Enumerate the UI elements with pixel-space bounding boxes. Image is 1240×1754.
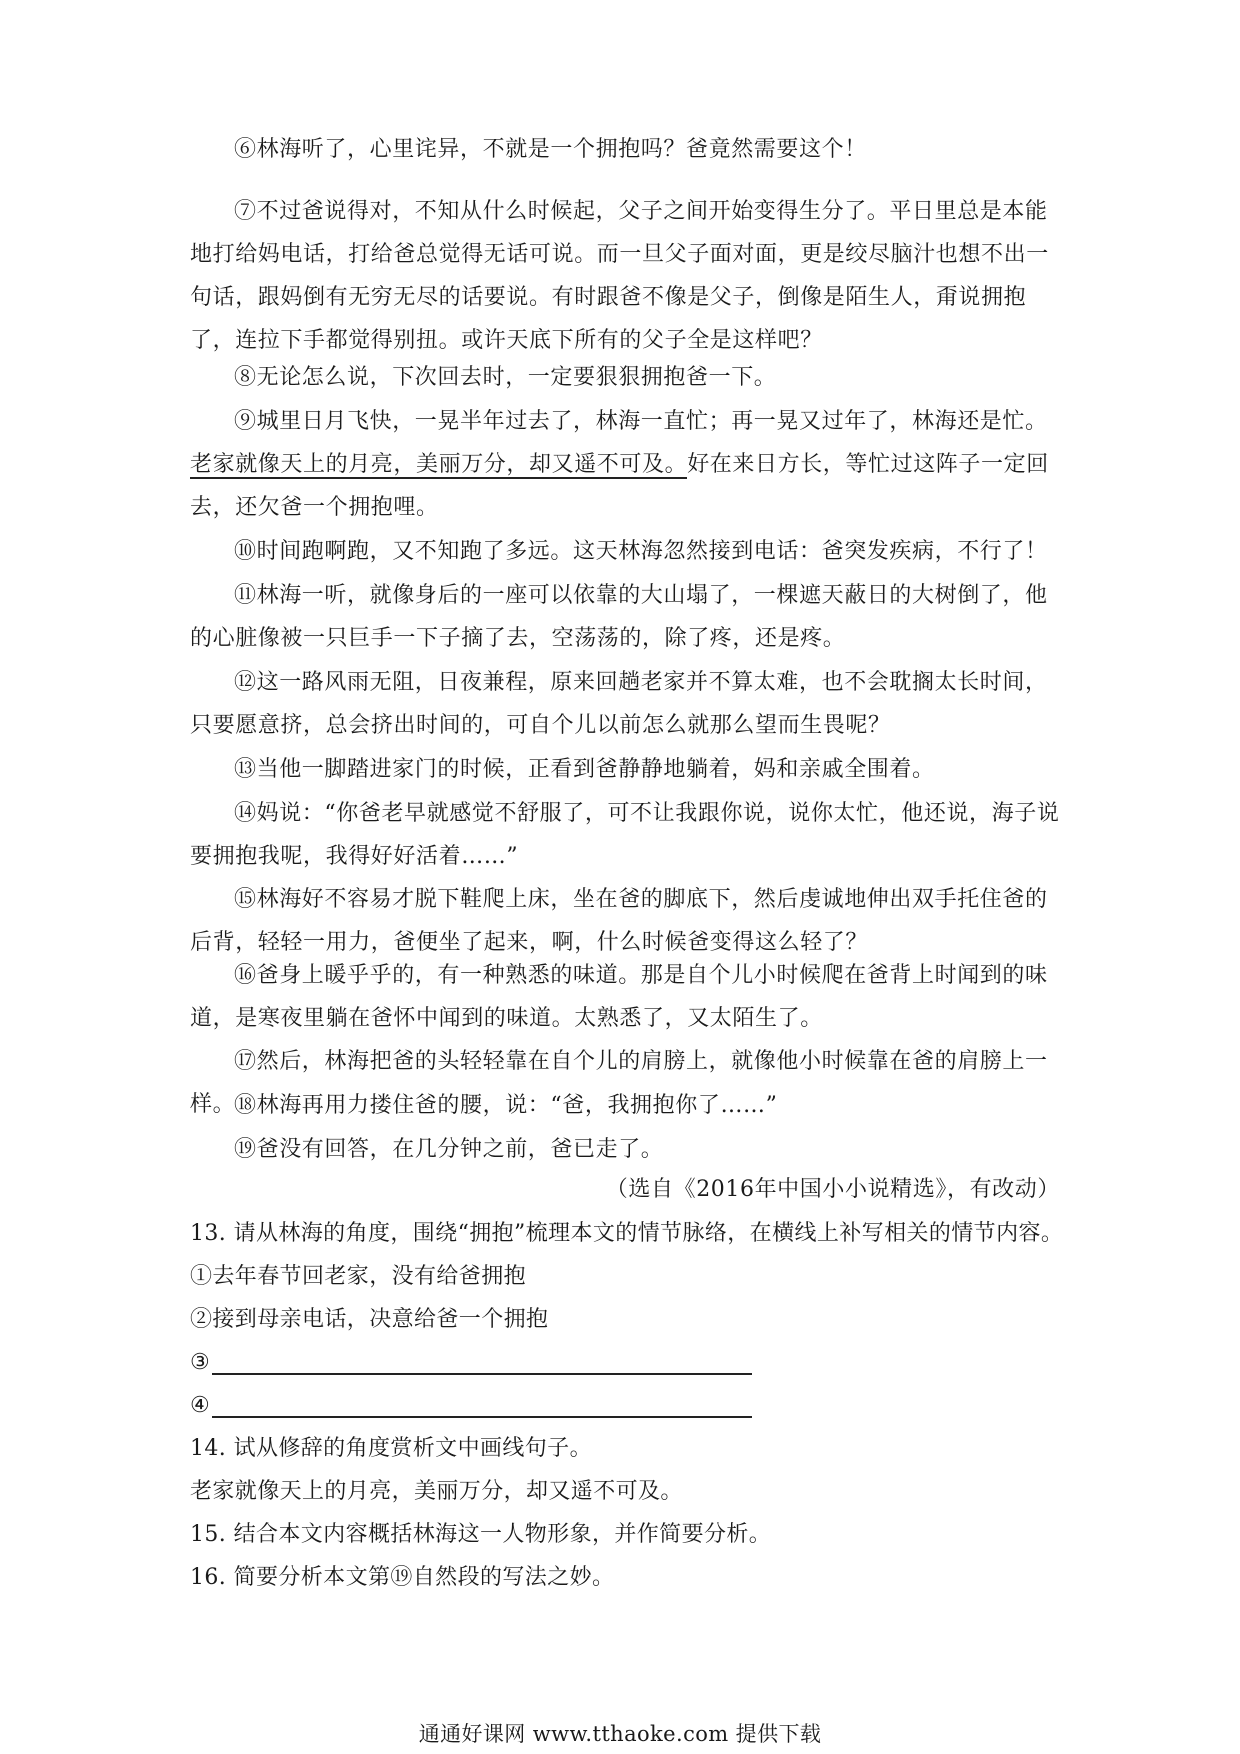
paragraph-19: ⑲爸没有回答，在几分钟之前，爸已走了。 bbox=[234, 1137, 664, 1162]
question-13-item-4: ④ bbox=[190, 1393, 211, 1418]
answer-blank-3[interactable] bbox=[212, 1373, 752, 1375]
paragraph-12: ⑫这一路风雨无阻，日夜兼程，原来回趟老家并不算太难，也不会耽搁太长时间，只要愿意挤，总会挤出时间的，可自个儿以前怎么就那么望而生畏呢？ bbox=[190, 670, 1048, 738]
question-13-item-1: ①去年春节回老家，没有给爸拥抱 bbox=[190, 1264, 527, 1289]
paragraph-17: ⑰然后，林海把爸的头轻轻靠在自个儿的肩膀上，就像他小时候靠在爸的肩膀上一样。 bbox=[190, 1049, 1048, 1117]
paragraph-9-text-before: ⑨城里日月飞快，一晃半年过去了，林海一直忙；再一晃又过年了，林海还是忙。 bbox=[234, 409, 1048, 434]
underlined-sentence: 老家就像天上的月亮，美丽万分，却又遥不可及。 bbox=[190, 452, 688, 477]
footer-credit: 通通好课网 www.tthaoke.com 提供下载 bbox=[418, 1722, 822, 1746]
question-16: 16. 简要分析本文第⑲自然段的写法之妙。 bbox=[190, 1565, 615, 1590]
paragraph-14: ⑭妈说：“你爸老早就感觉不舒服了，可不让我跟你说，说你太忙，他还说，海子说要拥抱我呢，我得好好活着……” bbox=[190, 801, 1060, 869]
paragraph-11: ⑪林海一听，就像身后的一座可以依靠的大山塌了，一棵遮天蔽日的大树倒了，他的心脏像被一只巨手一下子摘了去，空荡荡的，除了疼，还是疼。 bbox=[190, 583, 1048, 651]
source-citation: （选自《2016年中国小小说精选》，有改动） bbox=[605, 1177, 1060, 1202]
paragraph-13: ⑬当他一脚踏进家门的时候，正看到爸静静地躺着，妈和亲戚全围着。 bbox=[234, 757, 935, 782]
paragraph-9 bbox=[190, 400, 1060, 529]
paragraph-10: ⑩时间跑啊跑，又不知跑了多远。这天林海忽然接到电话：爸突发疾病，不行了！ bbox=[234, 539, 1048, 564]
paragraph-7: ⑦不过爸说得对，不知从什么时候起，父子之间开始变得生分了。平日里总是本能地打给妈电话，打给爸总觉得无话可说。而一旦父子面对面，更是绞尽脑汁也想不出一句话，跟妈倒有无穷无尽的话要说。有时跟爸不像是父子，倒像是陌生人，甭说拥抱了，连拉下手都觉得别扭。或许天底下所有的父子全是这样吧？ bbox=[190, 199, 1049, 353]
answer-blank-4[interactable] bbox=[212, 1416, 752, 1418]
question-15: 15. 结合本文内容概括林海这一人物形象，并作简要分析。 bbox=[190, 1522, 772, 1547]
question-13-item-2: ②接到母亲电话，决意给爸一个拥抱 bbox=[190, 1307, 549, 1332]
question-13: 13. 请从林海的角度，围绕“拥抱”梳理本文的情节脉络，在横线上补写相关的情节内容。 bbox=[190, 1221, 1064, 1246]
paragraph-8: ⑧无论怎么说，下次回去时，一定要狠狠拥抱爸一下。 bbox=[234, 365, 777, 390]
question-14: 14. 试从修辞的角度赏析文中画线句子。 bbox=[190, 1436, 592, 1461]
paragraph-9-text-after: 好在来日方长，等忙过这阵子一定回去，还欠爸一个拥抱哩。 bbox=[190, 452, 1049, 520]
paragraph-16: ⑯爸身上暖乎乎的，有一种熟悉的味道。那是自个儿小时候爬在爸背上时闻到的味道，是寒夜里躺在爸怀中闻到的味道。太熟悉了，又太陌生了。 bbox=[190, 963, 1048, 1031]
question-14-quote: 老家就像天上的月亮，美丽万分，却又遥不可及。 bbox=[190, 1479, 683, 1504]
paragraph-15: ⑮林海好不容易才脱下鞋爬上床，坐在爸的脚底下，然后虔诚地伸出双手托住爸的后背，轻轻一用力，爸便坐了起来，啊，什么时候爸变得这么轻了？ bbox=[190, 887, 1048, 955]
question-13-item-3: ③ bbox=[190, 1350, 211, 1375]
paragraph-18: ⑱林海再用力搂住爸的腰，说：“爸，我拥抱你了……” bbox=[234, 1093, 778, 1118]
paragraph-6: ⑥林海听了，心里诧异，不就是一个拥抱吗？爸竟然需要这个！ bbox=[234, 137, 867, 162]
